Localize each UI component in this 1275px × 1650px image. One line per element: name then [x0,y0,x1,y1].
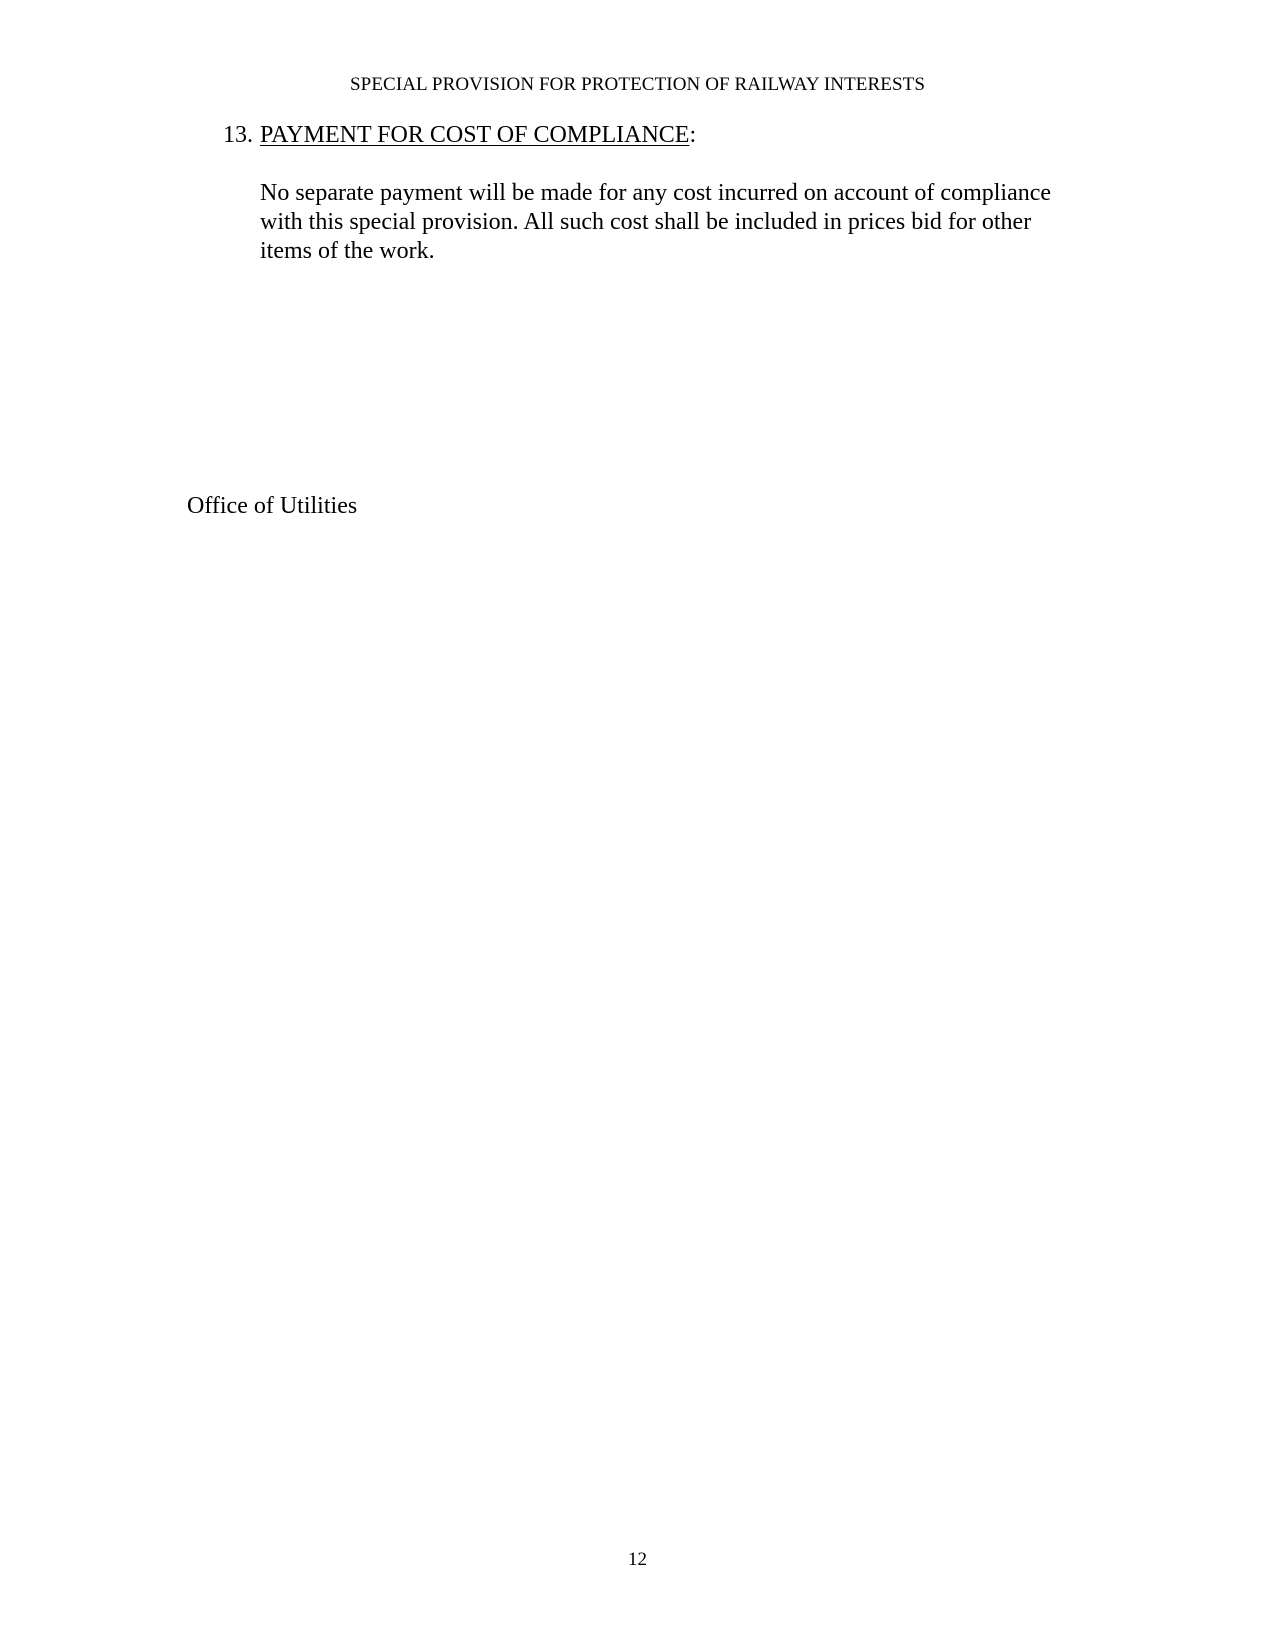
body-line: with this special provision. All such cost shall be included in prices bid for other [260,209,1032,235]
section-number: 13. [223,122,253,148]
body-line: items of the work. [260,238,435,264]
section-body [260,179,1120,266]
body-line: No separate payment will be made for any cost incurred on account of compliance [260,180,1052,206]
section-title: PAYMENT FOR COST OF COMPLIANCE [260,122,690,148]
section-title-colon: : [689,122,697,148]
section-heading [223,122,696,149]
running-header: SPECIAL PROVISION FOR PROTECTION OF RAILWAY INTERESTS [350,74,925,95]
page-number: 12 [628,1549,647,1570]
office-name: Office of Utilities [187,493,358,519]
